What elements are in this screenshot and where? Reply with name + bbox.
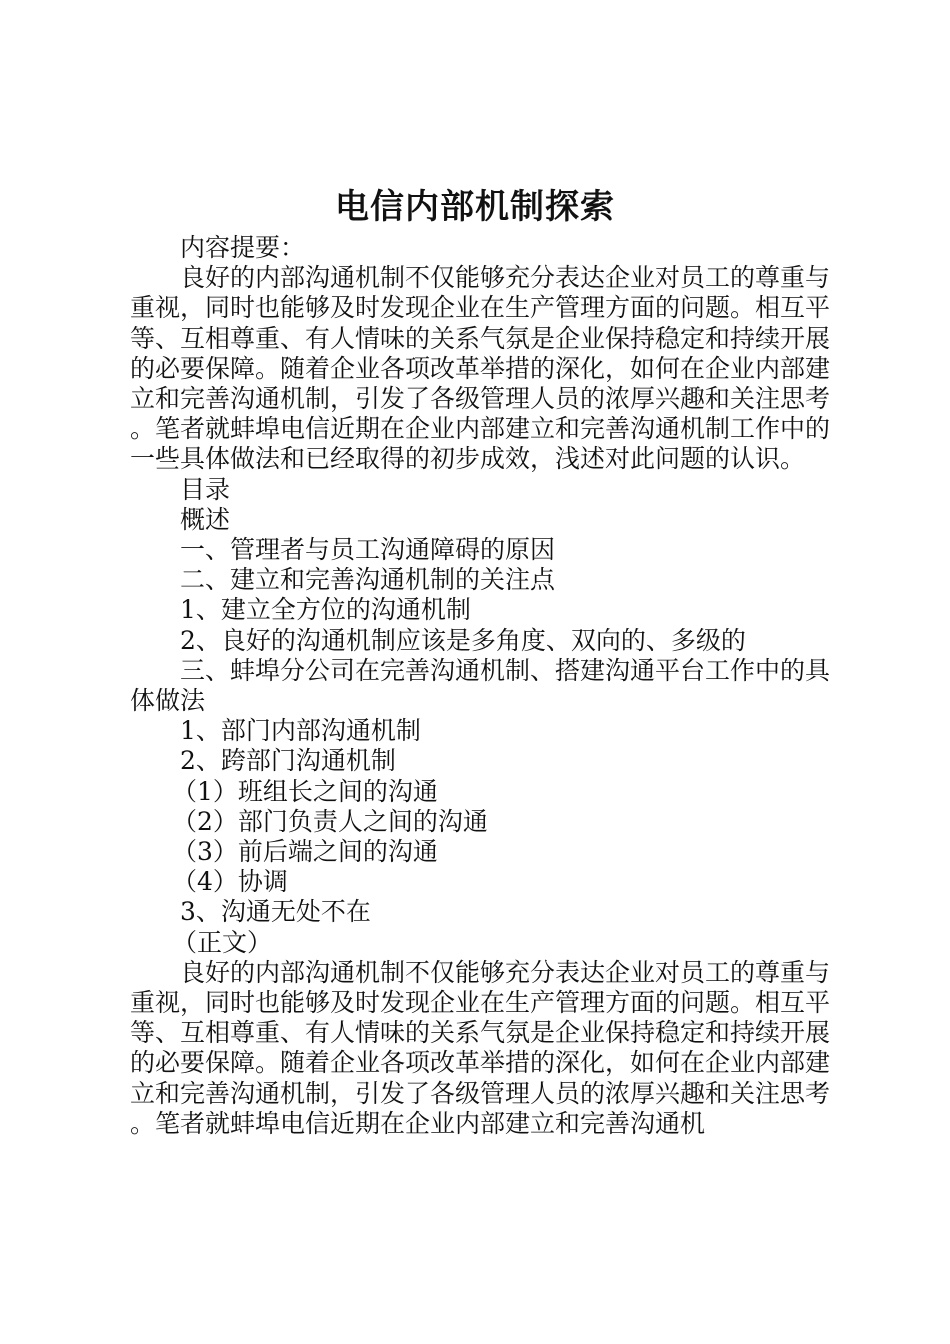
toc-item: 1、建立全方位的沟通机制 <box>180 595 471 625</box>
toc-item: （3）前后端之间的沟通 <box>172 837 438 867</box>
toc-item: 一、管理者与员工沟通障碍的原因 <box>180 535 556 565</box>
abstract-text: 良好的内部沟通机制不仅能够充分表达企业对员工的尊重与重视，同时也能够及时发现企业在生产管理方面的问题。相互平等、互相尊重、有人情味的关系气氛是企业保持稳定和持续开展的必要保障。随着企业各项改革举措的深化，如何在企业内部建立和完善沟通机制，引发了各级管理人员的浓厚兴趣和关注思考。笔者就蚌埠电信近期在企业内部建立和完善沟通机制工作中的一些具体做法和已经取得的初步成效，浅述对此问题的认识。 <box>130 263 831 474</box>
body-label: （正文） <box>172 927 273 957</box>
toc-item: （4）协调 <box>172 867 288 897</box>
toc-item: （2）部门负责人之间的沟通 <box>172 806 488 836</box>
toc-item: 3、沟通无处不在 <box>180 897 371 927</box>
toc-label: 目录 <box>180 474 231 504</box>
toc-item: 概述 <box>180 504 231 534</box>
document-body <box>130 233 830 1139</box>
toc-item: （1）班组长之间的沟通 <box>172 776 438 806</box>
toc-item: 2、跨部门沟通机制 <box>180 746 396 776</box>
toc-item: 1、部门内部沟通机制 <box>180 716 421 746</box>
body-paragraph: 良好的内部沟通机制不仅能够充分表达企业对员工的尊重与重视，同时也能够及时发现企业在生产管理方面的问题。相互平等、互相尊重、有人情味的关系气氛是企业保持稳定和持续开展的必要保障。随着企业各项改革举措的深化，如何在企业内部建立和完善沟通机制，引发了各级管理人员的浓厚兴趣和关注思考。笔者就蚌埠电信近期在企业内部建立和完善沟通机 <box>130 957 831 1138</box>
toc-item: 二、建立和完善沟通机制的关注点 <box>180 565 556 595</box>
toc-item: 2、良好的沟通机制应该是多角度、双向的、多级的 <box>180 625 746 655</box>
document-title: 电信内部机制探索 <box>335 187 615 227</box>
abstract-label: 内容提要： <box>180 233 306 262</box>
toc-item: 三、蚌埠分公司在完善沟通机制、搭建沟通平台工作中的具体做法 <box>130 655 831 716</box>
